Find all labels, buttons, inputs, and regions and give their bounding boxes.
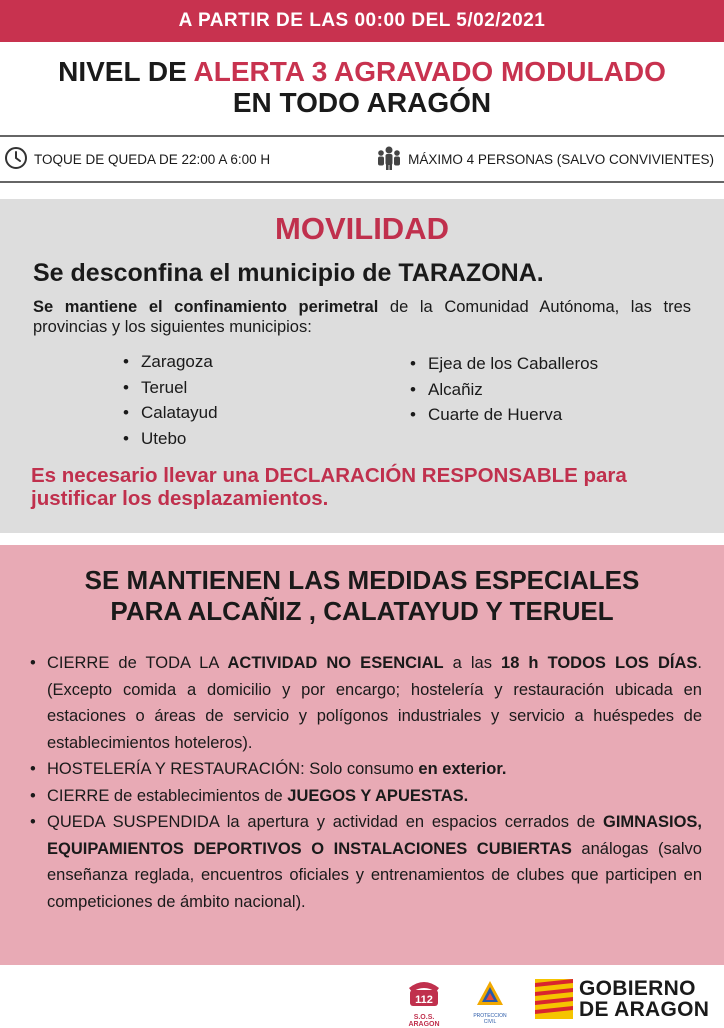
confinement-bold: Se mantiene el confinamiento perimetral [33, 298, 379, 316]
measure-item-hospitality [30, 756, 702, 783]
list-item: • Calatayud [123, 400, 218, 426]
measure-bold: ACTIVIDAD NO ESENCIAL [227, 654, 444, 672]
measure-item-gambling [30, 783, 702, 810]
date-banner [0, 0, 724, 42]
title-line2: EN TODO ARAGÓN [232, 87, 492, 118]
measure-text: . (Excepto comida a domicilio y por encargo; hostelería y restauración ubicada en estaciones o áreas de servicio y polígonos industriales y servicio a huéspedes de establecimientos hoteleros). [47, 654, 702, 752]
measure-text: HOSTELERÍA Y RESTAURACIÓN: Solo consumo [47, 760, 419, 778]
list-item: • Ejea de los Caballeros [410, 351, 598, 377]
gov-line2: DE ARAGON [579, 998, 710, 1021]
measure-text: QUEDA SUSPENDIDA la apertura y actividad en espacios cerrados de [47, 813, 603, 831]
curfew-info [4, 146, 270, 173]
special-title-line1: SE MANTIENEN LAS MEDIDAS ESPECIALES [84, 565, 640, 595]
municipalities-list-left [123, 349, 218, 451]
date-banner-text: A PARTIR DE LAS 00:00 DEL 5/02/2021 [178, 10, 546, 31]
special-measures-section [0, 545, 724, 965]
movilidad-title: MOVILIDAD [275, 211, 449, 246]
sos-number: 112 [415, 994, 433, 1006]
sos-label: S.O.S. ARAGON [408, 1014, 440, 1028]
title-prefix: NIVEL DE [58, 56, 194, 87]
telephone-icon [405, 978, 443, 1008]
measure-bold: GIMNASIOS, EQUIPAMIENTOS DEPORTIVOS O INSTALACIONES CUBIERTAS [47, 813, 702, 858]
measure-item-gyms [30, 809, 702, 915]
measures-list [30, 650, 702, 915]
measure-bold: 18 h TODOS LOS DÍAS [501, 654, 698, 672]
aragon-flag-icon [535, 979, 573, 1019]
proteccion-civil-logo [470, 978, 510, 1024]
curfew-text: TOQUE DE QUEDA DE 22:00 A 6:00 H [34, 151, 271, 167]
gobierno-text [579, 978, 709, 1020]
special-title-line2: PARA ALCAÑIZ , CALATAYUD Y TERUEL [110, 596, 614, 626]
footer-logos [0, 968, 724, 1028]
list-item: • Teruel [123, 375, 218, 401]
clock-icon [4, 146, 28, 173]
list-item: • Alcañiz [410, 377, 598, 403]
movilidad-subtitle: Se desconfina el municipio de TARAZONA. [33, 259, 544, 287]
measure-text: análogas (salvo enseñanza reglada, encuentros oficiales y entrenamientos de clubes que participen en competiciones de ámbito nacional). [47, 839, 702, 911]
sos-aragon-logo [398, 978, 450, 1028]
declaration-warning: Es necesario llevar una DECLARACIÓN RESPONSABLE para justificar los desplazamientos. [31, 464, 627, 510]
municipalities-list-right [410, 351, 598, 428]
title-accent: ALERTA 3 AGRAVADO MODULADO [193, 56, 666, 87]
gobierno-aragon-logo [535, 976, 721, 1022]
confinement-paragraph [33, 297, 691, 337]
gov-line1: GOBIERNO [579, 977, 696, 1000]
confinement-rest: de la Comunidad Autónoma, las tres provincias y los siguientes municipios: [33, 298, 691, 336]
list-item: • Zaragoza [123, 349, 218, 375]
measure-bold: en exterior. [418, 760, 507, 778]
info-bar [0, 135, 724, 183]
list-item: • Utebo [123, 426, 218, 452]
max-people-info [376, 145, 714, 174]
measure-bold: JUEGOS Y APUESTAS. [287, 786, 469, 805]
special-title [0, 565, 724, 627]
list-item: • Cuarte de Huerva [410, 402, 598, 428]
movilidad-section [0, 199, 724, 533]
people-group-icon [376, 145, 402, 174]
pc-label: PROTECCION CIVIL [473, 1013, 507, 1025]
measure-item-nonessential [30, 650, 702, 756]
measure-text: CIERRE de establecimientos de [47, 786, 288, 805]
measure-text: CIERRE de TODA LA [47, 654, 228, 672]
max-people-text: MÁXIMO 4 PERSONAS (SALVO CONVIVIENTES) [408, 151, 714, 167]
triangle-icon [475, 978, 505, 1008]
page-title [0, 56, 724, 118]
measure-text: a las [443, 654, 502, 672]
